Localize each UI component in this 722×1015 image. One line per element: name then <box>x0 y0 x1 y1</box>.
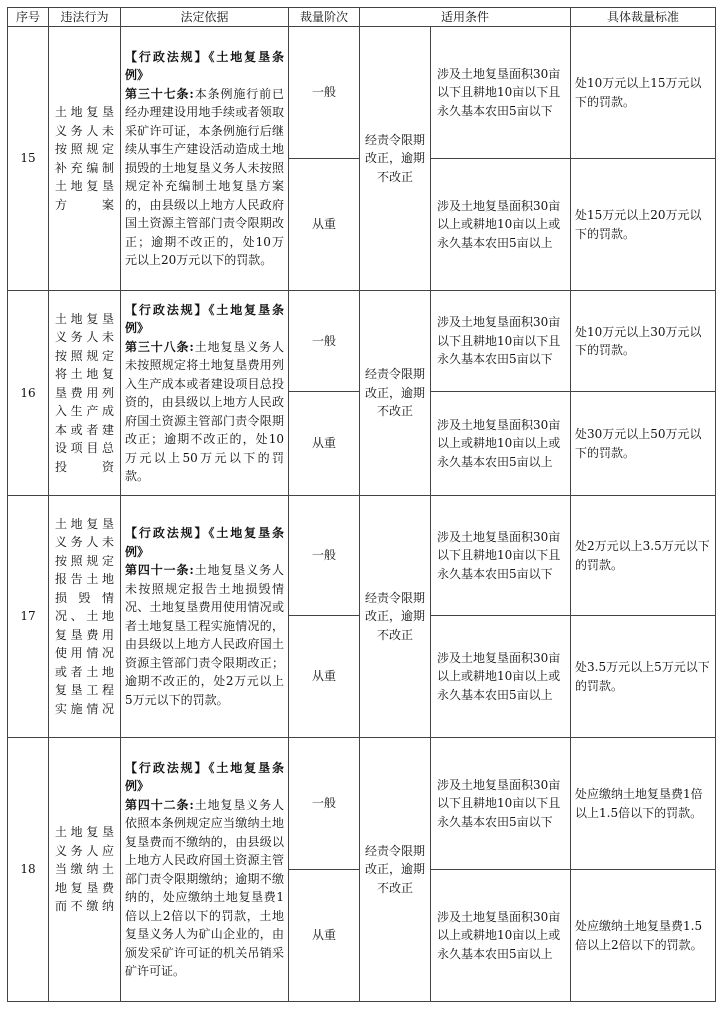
standard-general: 处应缴纳土地复垦费1倍以上1.5倍以下的罚款。 <box>571 738 716 870</box>
basis-text: 土地复垦义务人依照本条例规定应当缴纳土地复垦费而不缴纳的，由县级以上地方人民政府国土资源主管部门责令限期缴纳；逾期不缴纳的，处应缴纳土地复垦费1倍以上2倍以下的罚款，土地复垦义务人为矿山企业的，由颁发采矿许可证的机关吊销采矿许可证。 <box>125 797 284 978</box>
standard-severe: 处30万元以上50万元以下的罚款。 <box>571 392 716 496</box>
standard-general: 处10万元以上15万元以下的罚款。 <box>571 27 716 159</box>
row-condition: 经责令限期改正，逾期不改正 <box>360 27 431 291</box>
standard-severe: 处15万元以上20万元以下的罚款。 <box>571 159 716 291</box>
scope-general: 涉及土地复垦面积30亩以下且耕地10亩以下且永久基本农田5亩以下 <box>431 27 571 159</box>
basis-article: 第四十一条: <box>125 563 194 577</box>
level-general: 一般 <box>289 27 360 159</box>
standard-general: 处2万元以上3.5万元以下的罚款。 <box>571 496 716 616</box>
table-header-row <box>8 8 716 27</box>
basis-tag: 【行政法规】《土地复垦条例》 <box>125 302 284 335</box>
header-basis: 法定依据 <box>121 8 289 27</box>
scope-general: 涉及土地复垦面积30亩以下且耕地10亩以下且永久基本农田5亩以下 <box>431 496 571 616</box>
table-row <box>8 738 716 870</box>
basis-tag: 【行政法规】《土地复垦条例》 <box>125 526 284 559</box>
header-condition: 适用条件 <box>360 8 571 27</box>
header-act: 违法行为 <box>49 8 121 27</box>
row-no: 17 <box>8 496 49 738</box>
level-severe: 从重 <box>289 159 360 291</box>
penalty-standards-table <box>7 7 716 1002</box>
row-legal-basis <box>121 496 289 738</box>
header-level: 裁量阶次 <box>289 8 360 27</box>
table-row <box>8 27 716 159</box>
row-legal-basis <box>121 27 289 291</box>
level-severe: 从重 <box>289 870 360 1002</box>
row-condition: 经责令限期改正，逾期不改正 <box>360 291 431 496</box>
level-general: 一般 <box>289 738 360 870</box>
table-row <box>8 291 716 392</box>
row-legal-basis <box>121 738 289 1002</box>
row-legal-basis <box>121 291 289 496</box>
standard-general: 处10万元以上30万元以下的罚款。 <box>571 291 716 392</box>
basis-article: 第三十七条: <box>125 86 194 101</box>
row-violation: 土地复垦义务人未按照规定补充编制土地复垦方案 <box>49 27 121 291</box>
row-no: 15 <box>8 27 49 291</box>
header-no: 序号 <box>8 8 49 27</box>
level-severe: 从重 <box>289 392 360 496</box>
basis-article: 第四十二条: <box>125 797 194 812</box>
level-general: 一般 <box>289 496 360 616</box>
row-violation: 土地复垦义务人未按照规定报告土地损毁情况、土地复垦费用使用情况或者土地复垦工程实施情况 <box>49 496 121 738</box>
basis-text: 土地复垦义务人未按照规定报告土地损毁情况、土地复垦费用使用情况或者土地复垦工程实施情况的，由县级以上地方人民政府国土资源主管部门责令限期改正；逾期不改正的，处2万元以上5万元以下的罚款。 <box>125 563 284 707</box>
basis-text: 土地复垦义务人未按照规定将土地复垦费用列入生产成本或者建设项目总投资的，由县级以上地方人民政府国土资源主管部门责令限期改正；逾期不改正的，处10万元以上50万元以下的罚款。 <box>125 339 284 483</box>
scope-severe: 涉及土地复垦面积30亩以上或耕地10亩以上或永久基本农田5亩以上 <box>431 159 571 291</box>
header-standard: 具体裁量标准 <box>571 8 716 27</box>
basis-article: 第三十八条: <box>125 339 194 354</box>
basis-tag: 【行政法规】《土地复垦条例》 <box>125 49 284 82</box>
basis-text: 本条例施行前已经办理建设用地手续或者领取采矿许可证，本条例施行后继续从事生产建设活动造成土地损毁的土地复垦义务人未按照规定补充编制土地复垦方案的，由县级以上地方人民政府国土资源主管部门责令限期改正；逾期不改正的，处10万元以上20万元以下的罚款。 <box>125 86 284 267</box>
level-severe: 从重 <box>289 616 360 738</box>
standard-severe: 处3.5万元以上5万元以下的罚款。 <box>571 616 716 738</box>
table-row <box>8 496 716 616</box>
row-violation: 土地复垦义务人应当缴纳土地复垦费而不缴纳 <box>49 738 121 1002</box>
scope-severe: 涉及土地复垦面积30亩以上或耕地10亩以上或永久基本农田5亩以上 <box>431 392 571 496</box>
row-violation: 土地复垦义务人未按照规定将土地复垦费用列入生产成本或者建设项目总投资 <box>49 291 121 496</box>
row-no: 18 <box>8 738 49 1002</box>
scope-severe: 涉及土地复垦面积30亩以上或耕地10亩以上或永久基本农田5亩以上 <box>431 870 571 1002</box>
row-no: 16 <box>8 291 49 496</box>
scope-severe: 涉及土地复垦面积30亩以上或耕地10亩以上或永久基本农田5亩以上 <box>431 616 571 738</box>
row-condition: 经责令限期改正，逾期不改正 <box>360 738 431 1002</box>
scope-general: 涉及土地复垦面积30亩以下且耕地10亩以下且永久基本农田5亩以下 <box>431 738 571 870</box>
row-condition: 经责令限期改正，逾期不改正 <box>360 496 431 738</box>
basis-tag: 【行政法规】《土地复垦条例》 <box>125 760 284 793</box>
standard-severe: 处应缴纳土地复垦费1.5倍以上2倍以下的罚款。 <box>571 870 716 1002</box>
scope-general: 涉及土地复垦面积30亩以下且耕地10亩以下且永久基本农田5亩以下 <box>431 291 571 392</box>
level-general: 一般 <box>289 291 360 392</box>
